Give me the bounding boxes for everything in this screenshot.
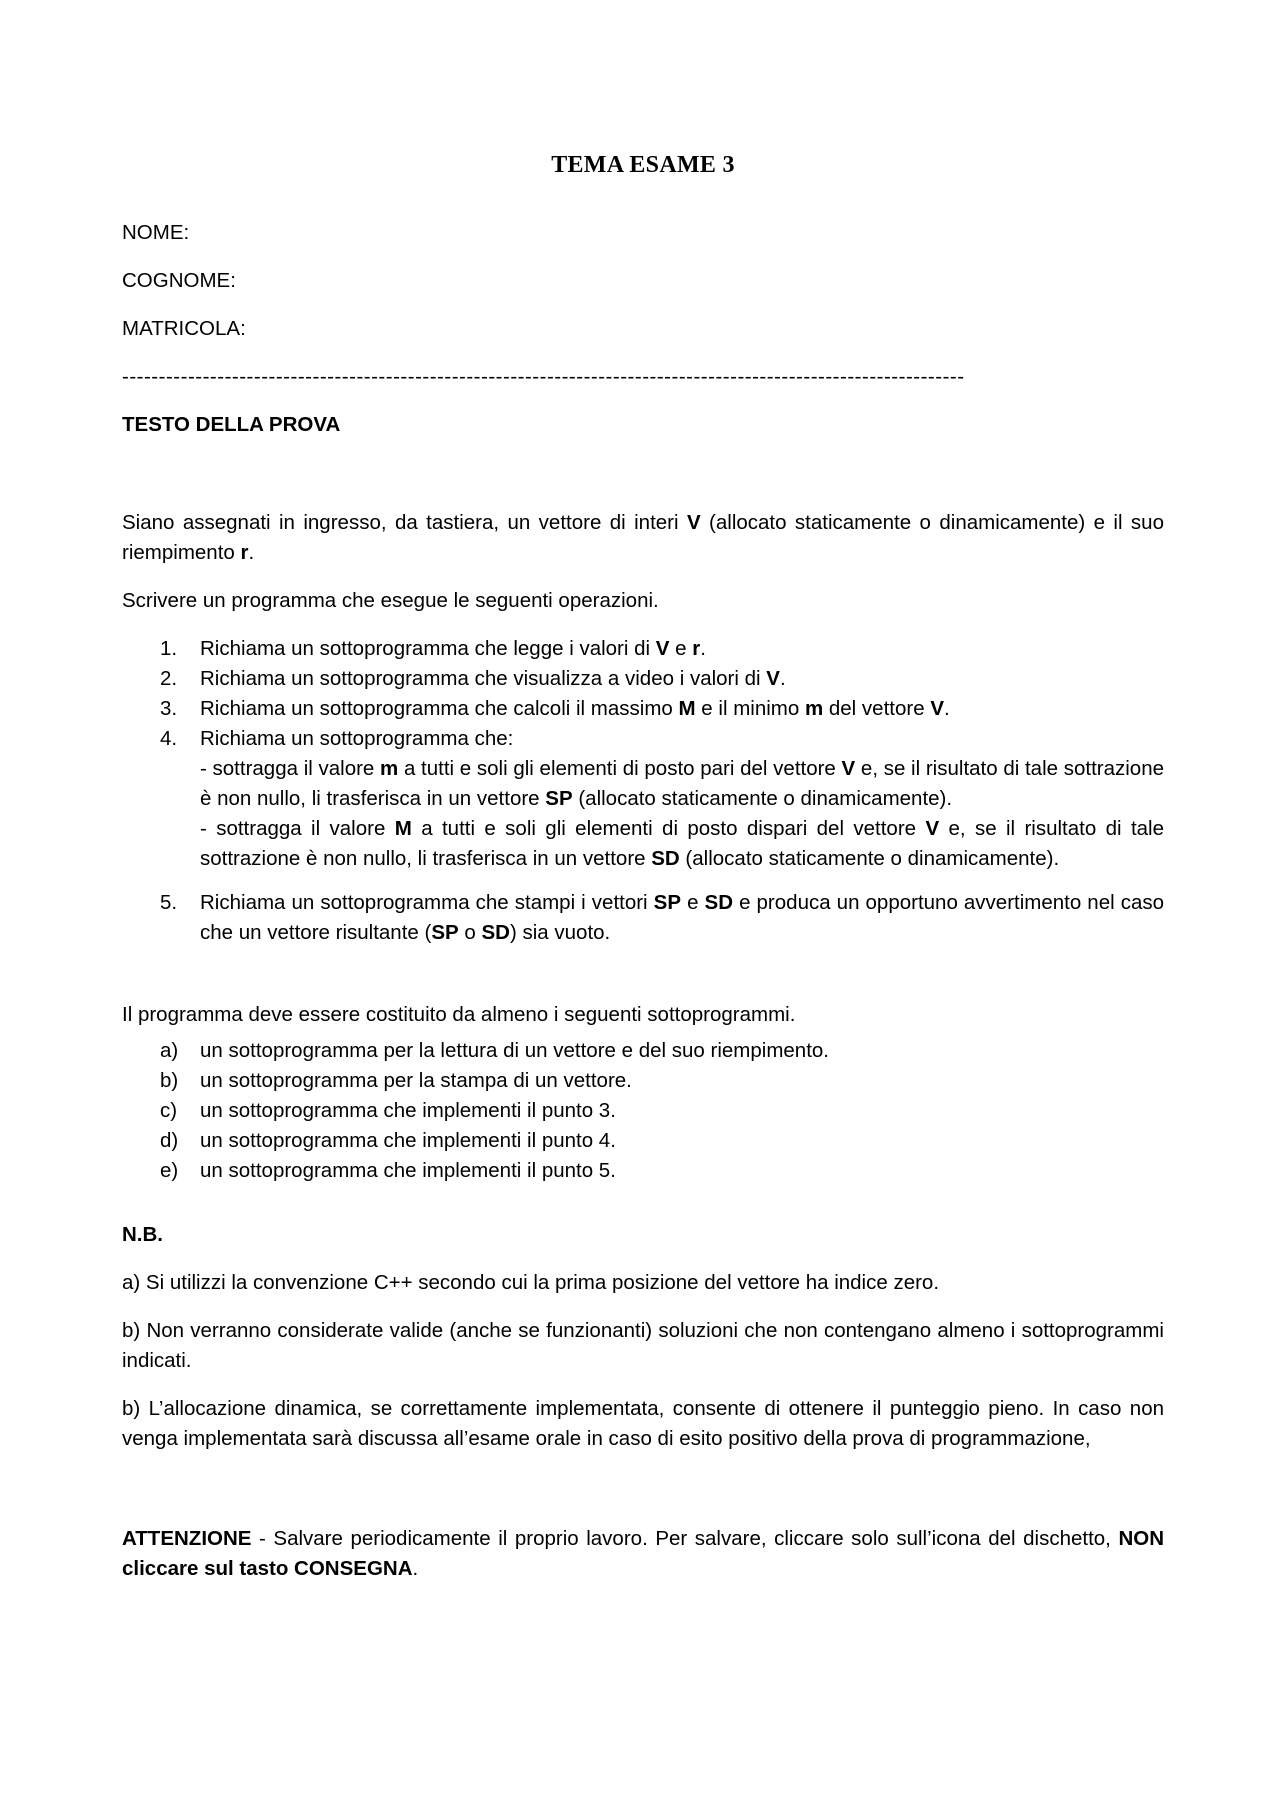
instruction-paragraph: Scrivere un programma che esegue le seguenti operazioni. bbox=[122, 589, 659, 612]
requirement-letter: e) bbox=[160, 1159, 179, 1182]
step-text: . bbox=[944, 697, 950, 720]
step-subitem-odd bbox=[200, 814, 1164, 874]
step-text: e il minimo bbox=[695, 697, 805, 720]
step-text: Richiama un sottoprogramma che calcoli il massimo bbox=[200, 697, 679, 720]
step-bold: SD bbox=[651, 847, 680, 870]
step-text: Richiama un sottoprogramma che visualizza a video i valori di bbox=[200, 667, 767, 690]
requirement-letter: c) bbox=[160, 1099, 178, 1122]
step-text: - sottragga il valore bbox=[200, 817, 395, 840]
requirement-letter: a) bbox=[160, 1039, 179, 1062]
list-item bbox=[122, 1066, 1164, 1096]
list-item bbox=[122, 1036, 1164, 1066]
step-bold: r bbox=[692, 637, 701, 660]
step-bold: V bbox=[841, 757, 856, 780]
step-bold: M bbox=[394, 817, 412, 840]
requirement-letter: b) bbox=[160, 1069, 179, 1092]
list-item bbox=[122, 634, 1164, 664]
requirement-letter: d) bbox=[160, 1129, 179, 1152]
warning-text: - Salvare periodicamente il proprio lavoro. Per salvare, cliccare solo sull’icona del dischetto, bbox=[251, 1527, 1119, 1550]
dashed-divider: ------------------------------------------------------------------------------------------------------------------- bbox=[122, 365, 965, 388]
step-bold: V bbox=[930, 697, 944, 720]
step-text: e bbox=[681, 891, 705, 914]
step-bold: V bbox=[655, 637, 670, 660]
note-paragraph: b) Non verranno considerate valide (anche se funzionanti) soluzioni che non contengano almeno i sottoprogrammi indicati. bbox=[122, 1319, 1164, 1372]
intro-text: Siano assegnati in ingresso, da tastiera, un vettore di interi bbox=[122, 511, 687, 534]
list-item bbox=[122, 888, 1164, 948]
document-title: TEMA ESAME 3 bbox=[551, 152, 735, 178]
warning-text: . bbox=[412, 1557, 419, 1580]
intro-paragraph bbox=[122, 508, 1164, 568]
warning-emphasis: NON cliccare sul tasto CONSEGNA bbox=[122, 1527, 1164, 1580]
intro-text: (allocato staticamente o dinamicamente) e il suo riempimento bbox=[122, 511, 1164, 564]
step-bold: SD bbox=[704, 891, 734, 914]
step-text: ) sia vuoto. bbox=[509, 921, 611, 944]
requirement-text: un sottoprogramma che implementi il punto 5. bbox=[200, 1159, 616, 1182]
note-paragraph: a) Si utilizzi la convenzione C++ secondo cui la prima posizione del vettore ha indice zero. bbox=[122, 1271, 940, 1294]
section-heading: TESTO DELLA PROVA bbox=[122, 413, 341, 436]
steps-list bbox=[122, 634, 1164, 948]
step-text: Richiama un sottoprogramma che legge i valori di bbox=[200, 637, 656, 660]
requirement-text: un sottoprogramma per la stampa di un vettore. bbox=[200, 1069, 632, 1092]
intro-text: . bbox=[248, 541, 255, 564]
step-text: e produca un opportuno avvertimento nel caso che un vettore risultante ( bbox=[200, 891, 1165, 944]
step-bold: SD bbox=[481, 921, 510, 944]
step-number: 1. bbox=[160, 637, 178, 660]
step-number: 4. bbox=[160, 727, 178, 750]
list-item bbox=[122, 1156, 1164, 1186]
step-text: (allocato staticamente o dinamicamente). bbox=[679, 847, 1060, 870]
intro-bold-r: r bbox=[240, 541, 249, 564]
step-text: (allocato staticamente o dinamicamente). bbox=[572, 787, 953, 810]
step-text: e bbox=[669, 637, 693, 660]
list-item bbox=[122, 724, 1164, 874]
field-matricola: MATRICOLA: bbox=[122, 317, 246, 340]
requirement-text: un sottoprogramma che implementi il punto 3. bbox=[200, 1099, 616, 1122]
step-text: del vettore bbox=[823, 697, 931, 720]
step-text: e, se il risultato di tale sottrazione è non nullo, li trasferisca in un vettore bbox=[200, 817, 1165, 870]
intro-bold-v: V bbox=[686, 511, 701, 534]
step-text: . bbox=[700, 637, 706, 660]
list-item bbox=[122, 694, 1164, 724]
requirement-text: un sottoprogramma per la lettura di un vettore e del suo riempimento. bbox=[200, 1039, 829, 1062]
requirement-text: un sottoprogramma che implementi il punto 4. bbox=[200, 1129, 616, 1152]
exam-document bbox=[122, 150, 1164, 1598]
step-text: a tutti e soli gli elementi di posto dispari del vettore bbox=[411, 817, 926, 840]
requirements-list bbox=[122, 1036, 1164, 1186]
step-number: 2. bbox=[160, 667, 178, 690]
step-text: Richiama un sottoprogramma che: bbox=[200, 727, 514, 750]
warning-label: ATTENZIONE bbox=[122, 1527, 252, 1550]
list-item bbox=[122, 1126, 1164, 1156]
warning-paragraph bbox=[122, 1524, 1164, 1584]
step-text: Richiama un sottoprogramma che stampi i vettori bbox=[200, 891, 654, 914]
field-nome: NOME: bbox=[122, 221, 190, 244]
field-cognome: COGNOME: bbox=[122, 269, 236, 292]
step-text: - sottragga il valore bbox=[200, 757, 381, 780]
step-bold: V bbox=[766, 667, 780, 690]
list-item bbox=[122, 664, 1164, 694]
step-bold: V bbox=[925, 817, 940, 840]
step-bold: SP bbox=[431, 921, 459, 944]
step-bold: SP bbox=[653, 891, 682, 914]
nb-heading: N.B. bbox=[122, 1223, 163, 1246]
step-text: o bbox=[458, 921, 482, 944]
step-bold: M bbox=[678, 697, 696, 720]
list-item bbox=[122, 1096, 1164, 1126]
requirements-intro: Il programma deve essere costituito da almeno i seguenti sottoprogrammi. bbox=[122, 1003, 796, 1026]
step-bold: SP bbox=[545, 787, 573, 810]
step-subitem-even bbox=[200, 754, 1164, 814]
step-number: 3. bbox=[160, 697, 178, 720]
note-paragraph: b) L’allocazione dinamica, se correttamente implementata, consente di ottenere il punteggio pieno. In caso non venga implementata sarà discussa all’esame orale in caso di esito positivo della prova di programmazione, bbox=[122, 1397, 1164, 1450]
step-bold: m bbox=[804, 697, 824, 720]
step-text: e, se il risultato di tale sottrazione è non nullo, li trasferisca in un vettore bbox=[200, 757, 1165, 810]
step-text: . bbox=[779, 667, 786, 690]
step-number: 5. bbox=[160, 891, 178, 914]
step-text: a tutti e soli gli elementi di posto pari del vettore bbox=[398, 757, 842, 780]
step-bold: m bbox=[380, 757, 399, 780]
